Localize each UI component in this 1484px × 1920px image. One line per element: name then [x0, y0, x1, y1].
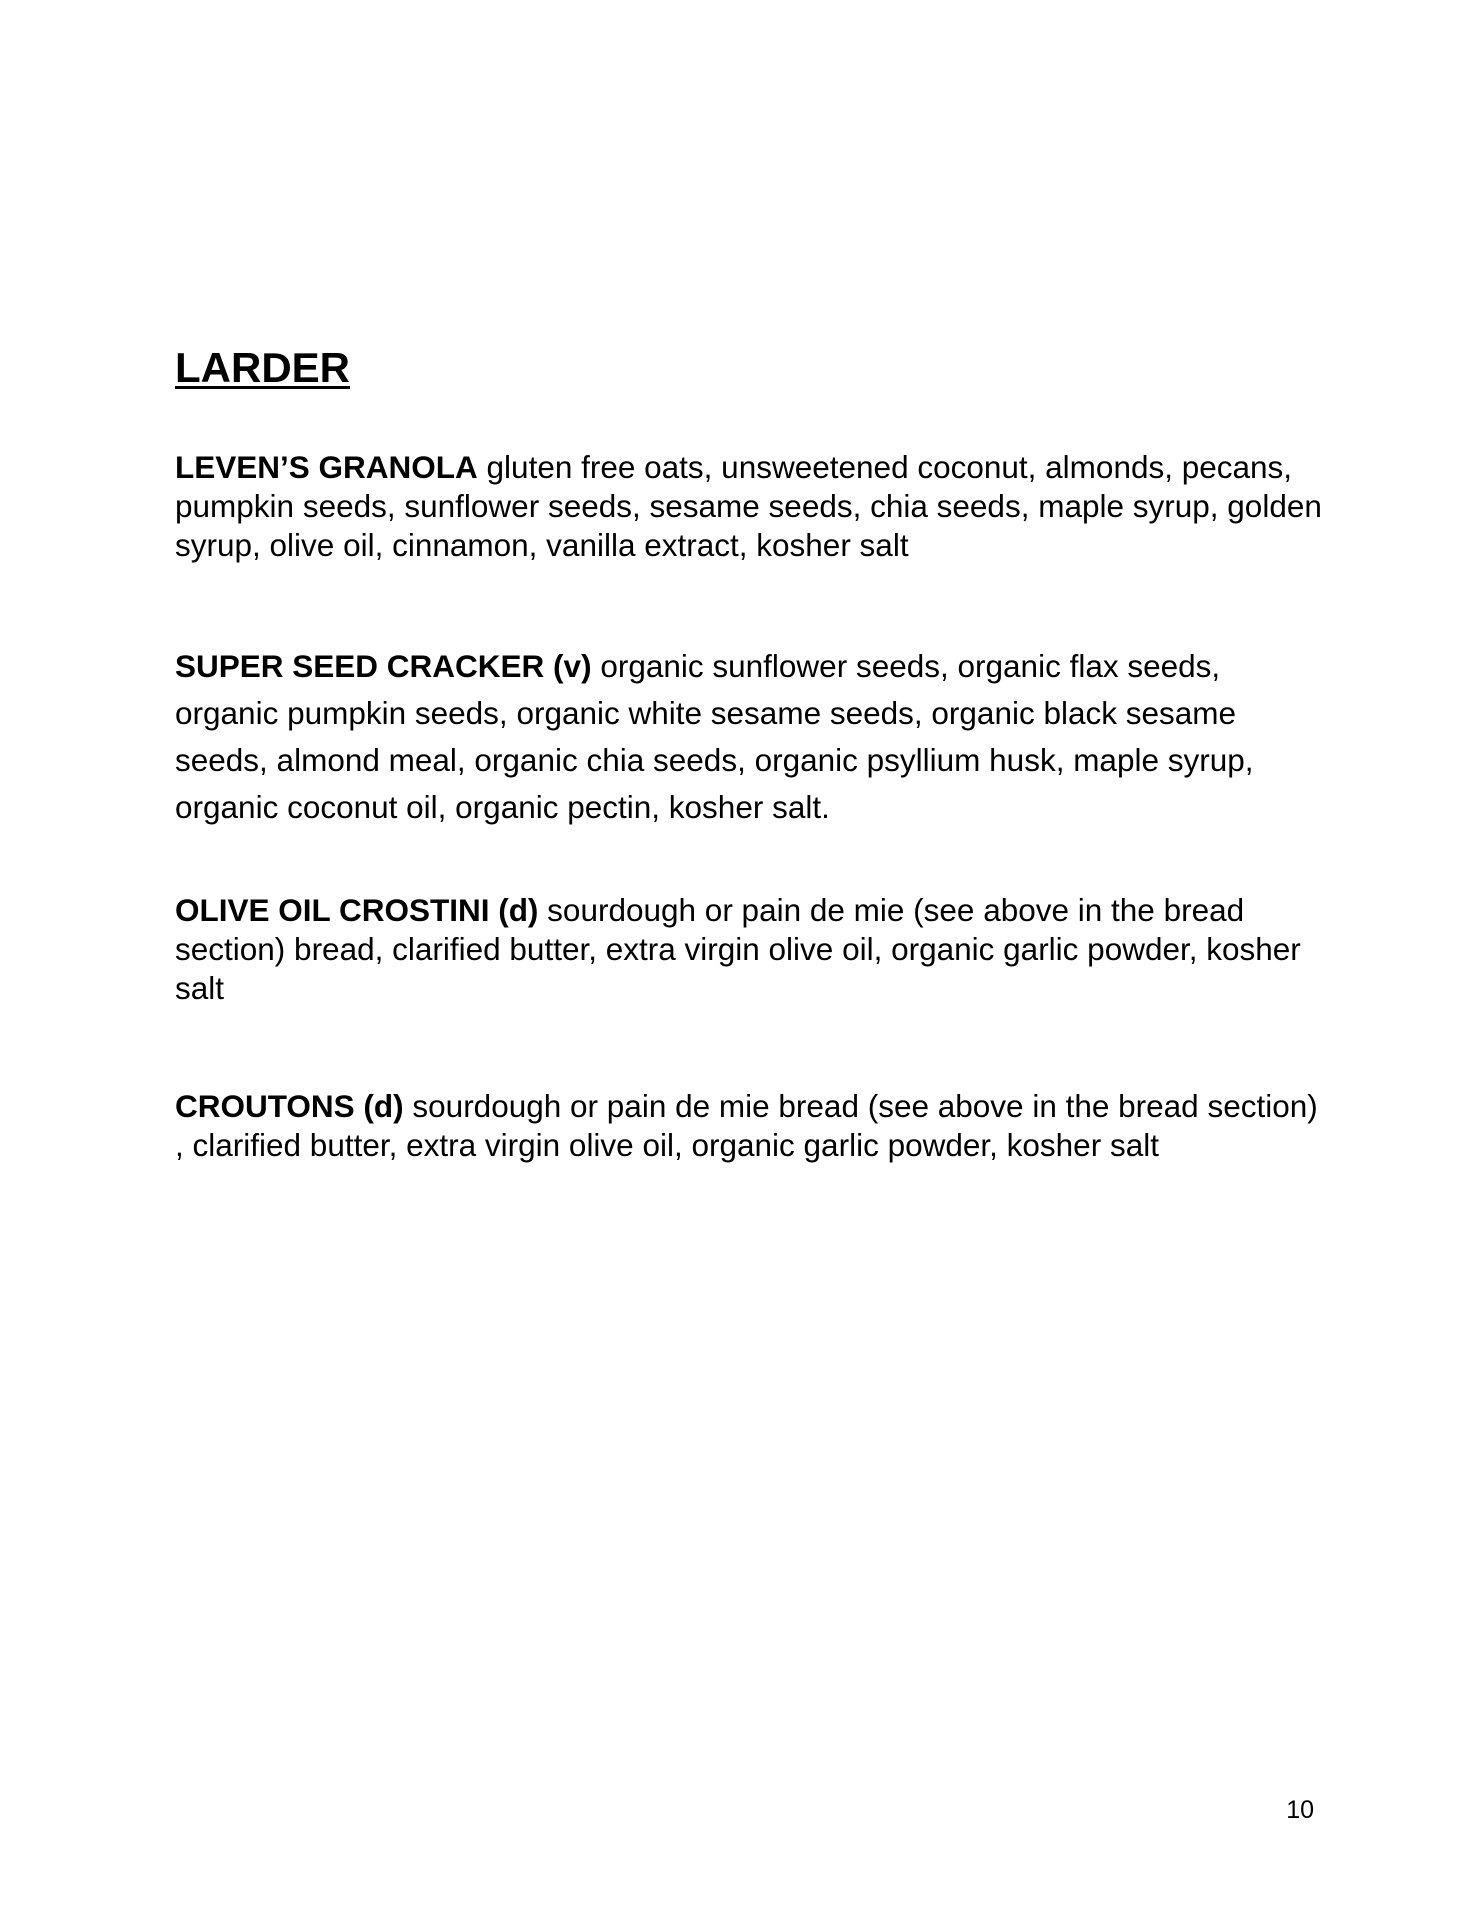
section-heading: LARDER: [175, 344, 350, 391]
item-name: OLIVE OIL CROSTINI (d): [175, 892, 539, 928]
menu-item-olive-oil-crostini: [175, 891, 1325, 1008]
item-name: CROUTONS (d): [175, 1088, 404, 1124]
item-description: organic sunflower seeds, organic flax seeds, organic pumpkin seeds, organic white sesame seeds, organic black sesame seeds, almond meal, organic chia seeds, organic psyllium husk, maple syrup, organic coconut oil, organic pectin, kosher salt.: [175, 648, 1254, 825]
item-description: sourdough or pain de mie (see above in the bread section) bread, clarified butter, extra virgin olive oil, organic garlic powder, kosher salt: [175, 892, 1301, 1006]
menu-item-granola: [175, 448, 1325, 565]
menu-item-super-seed-cracker: [175, 643, 1325, 831]
item-name: LEVEN’S GRANOLA: [175, 449, 478, 485]
item-description: gluten free oats, unsweetened coconut, almonds, pecans, pumpkin seeds, sunflower seeds, sesame seeds, chia seeds, maple syrup, golden syrup, olive oil, cinnamon, vanilla extract, kosher salt: [175, 449, 1322, 563]
page-number: 10: [1286, 1796, 1314, 1824]
item-name: SUPER SEED CRACKER (v): [175, 648, 592, 684]
menu-item-croutons: [175, 1087, 1325, 1165]
item-description: sourdough or pain de mie bread (see above in the bread section) , clarified butter, extra virgin olive oil, organic garlic powder, kosher salt: [175, 1088, 1318, 1163]
